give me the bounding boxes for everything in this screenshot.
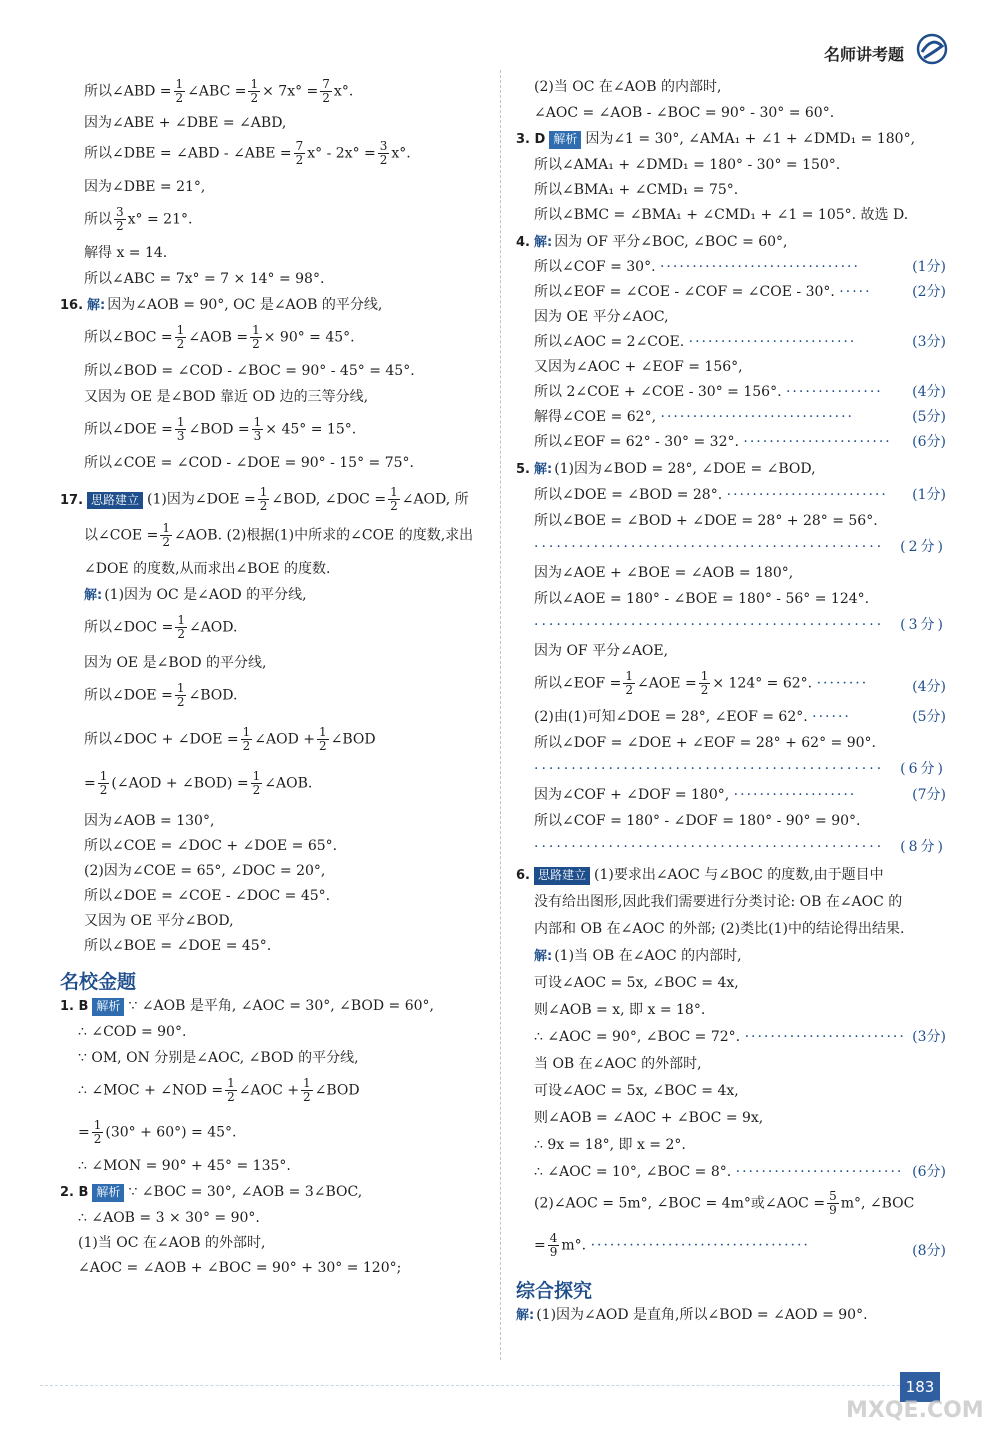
fraction-half: $\frac{1}{2}$ [176, 323, 185, 352]
fraction-half: $\frac{1}{2}$ [302, 1076, 311, 1105]
text-line: 解得 x = 14. [84, 245, 168, 261]
left-column [60, 78, 490, 1284]
text-line: ∠AOC = ∠AOB + ∠BOC = 90° + 30° = 120°; [78, 1260, 402, 1276]
text-line: 内部和 OB 在∠AOC 的外部; (2)类比(1)中的结论得出结果. [534, 921, 905, 937]
score-mark: (5分) [912, 409, 946, 425]
text-line: 所以∠BOD = ∠COD - ∠BOC = 90° - 45° = 45°. [84, 363, 415, 379]
score-mark: (3分) [912, 1029, 946, 1045]
text-line: 所以∠COE = ∠DOC + ∠DOE = 65°. [84, 838, 338, 854]
text-line: 又因为 OE 是∠BOD 靠近 OD 边的三等分线, [84, 389, 369, 405]
text-line: 又因为∠AOC + ∠EOF = 156°, [534, 359, 743, 375]
text-line: 因为∠DBE = 21°, [84, 179, 206, 195]
fraction-half: $\frac{1}{2}$ [259, 485, 268, 514]
text-line: ∴ ∠MON = 90° + 45° = 135°. [78, 1158, 291, 1174]
question-5 [516, 460, 946, 866]
dotted-leader: ··············································· (8分) [534, 839, 946, 855]
question-number: 2. B [60, 1185, 89, 1200]
text-line: 解: (1)因为 OC 是∠AOD 的平分线, [84, 587, 307, 603]
score-mark: (7分) [912, 787, 946, 803]
score-mark: (5分) [912, 709, 946, 725]
section-title: 综合探究 [516, 1280, 593, 1302]
text-line: ∠DOE 的度数,从而求出∠BOE 的度数. [84, 561, 331, 577]
analysis-tag: 解析 [92, 998, 124, 1016]
score-mark: (4分) [912, 679, 946, 695]
text-line: 1. B 解析 ∵ ∠AOB 是平角, ∠AOC = 30°, ∠BOD = 60°, [60, 998, 435, 1014]
text-line: 所以∠DOC = $\frac{1}{2}$ ∠AOD. [84, 613, 238, 642]
text-line: 当 OB 在∠AOC 的外部时, [534, 1056, 702, 1072]
question-2-continued [516, 78, 946, 130]
text-line: 因为∠COF + ∠DOF = 180°, ··················· (7分) [534, 787, 946, 803]
dotted-leader: ··············································· (2分) [534, 539, 946, 555]
text-line: 解得∠COE = 62°, ······························ (5分) [534, 409, 946, 425]
fraction-half: $\frac{1}{2}$ [242, 725, 251, 754]
text-line: 所以∠EOF = ∠COE - ∠COF = ∠COE - 30°. ····· (2分) [534, 284, 946, 300]
text-line: 所以∠DOE = ∠COE - ∠DOC = 45°. [84, 888, 331, 904]
text-line: 因为 OE 是∠BOD 的平分线, [84, 655, 267, 671]
text-line: 所以∠ABD = $\frac{1}{2}$ ∠ABC = $\frac{1}{2}$ × 7x° = $\frac{7}{2}$ x°. [84, 77, 354, 106]
problem-16 [60, 296, 490, 486]
text-line: 解: (1)当 OB 在∠AOC 的内部时, [534, 948, 742, 964]
text-line: 所以∠BOE = ∠BOD + ∠DOE = 28° + 28° = 56°. [534, 513, 878, 529]
score-mark: (3分) [912, 334, 946, 350]
text-line: 所以∠EOF = $\frac{1}{2}$ ∠AOE = $\frac{1}{2}$ × 124° = 62°. ········ (4分) [534, 669, 946, 698]
fraction-four-ninth: $\frac{4}{9}$ [549, 1231, 558, 1260]
column-divider [500, 70, 501, 1360]
problem-number: 16. [60, 298, 84, 313]
fraction-half: $\frac{1}{2}$ [162, 521, 170, 550]
text-line: = $\frac{4}{9}$ m°. ·································· (8分) [534, 1231, 946, 1260]
text-line: (2)由(1)可知∠DOE = 28°, ∠EOF = 62°. ······ (5分) [534, 709, 946, 725]
question-number: 4. [516, 235, 530, 250]
score-mark: (8分) [896, 838, 946, 857]
text-line: 所以∠AOC = 2∠COE. ·························· (3分) [534, 334, 946, 350]
solution-label: 解: [87, 298, 106, 313]
fraction-seven-half: $\frac{7}{2}$ [322, 77, 330, 106]
score-mark: (2分) [896, 538, 946, 557]
fraction-half: $\frac{1}{2}$ [700, 669, 709, 698]
text-line: = $\frac{1}{2}$ (∠AOD + ∠BOD) = $\frac{1}{2}$ ∠AOB. [84, 769, 313, 798]
text-line: (1)当 OC 在∠AOB 的外部时, [78, 1235, 266, 1251]
solution-label: 解: [533, 462, 553, 477]
fraction-half: $\frac{1}{2}$ [176, 681, 185, 710]
right-column [516, 78, 946, 1332]
text-line: 2. B 解析 ∵ ∠BOC = 30°, ∠AOB = 3∠BOC, [60, 1184, 363, 1200]
fraction-third: $\frac{1}{3}$ [253, 415, 262, 444]
fraction-half: $\frac{1}{2}$ [250, 77, 259, 106]
text-line: ∴ ∠COD = 90°. [78, 1024, 187, 1040]
text-line: 因为 OF 平分∠AOE, [534, 643, 669, 659]
question-number: 1. B [60, 999, 89, 1014]
problem-15-continued [60, 78, 490, 296]
text-line: ∴ ∠MOC + ∠NOD = $\frac{1}{2}$ ∠AOC + $\frac{1}{2}$ ∠BOD [78, 1076, 360, 1105]
score-mark: (3分) [896, 616, 946, 635]
score-mark: (6分) [912, 434, 946, 450]
fraction-half: $\frac{1}{2}$ [177, 613, 185, 642]
thinking-tag: 思路建立 [87, 492, 143, 510]
text-line: ∴ ∠AOB = 3 × 30° = 90°. [78, 1210, 260, 1226]
text-line: (2)因为∠COE = 65°, ∠DOC = 20°, [84, 863, 326, 879]
header-title: 名师讲考题 [823, 45, 904, 64]
text-line: 解: (1)因为∠AOD 是直角,所以∠BOD = ∠AOD = 90°. [516, 1307, 868, 1323]
fraction-half: $\frac{1}{2}$ [625, 669, 633, 698]
question-number: 5. [516, 462, 530, 477]
text-line: 所以∠BMA₁ + ∠CMD₁ = 75°. [534, 182, 739, 198]
text-line: 所以∠DOE = ∠BOD = 28°. ························· (1分) [534, 487, 946, 503]
watermark: MXQE.COM [846, 1398, 984, 1423]
text-line: 所以∠BOC = $\frac{1}{2}$ ∠AOB = $\frac{1}{2}$ × 90° = 45°. [84, 323, 355, 352]
text-line: 所以∠AOE = 180° - ∠BOE = 180° - 56° = 124°. [534, 591, 870, 607]
fraction-three-half: $\frac{3}{2}$ [116, 205, 124, 234]
score-mark: (1分) [912, 487, 946, 503]
text-line: 可设∠AOC = 5x, ∠BOC = 4x, [534, 1083, 739, 1099]
text-line: 则∠AOB = x, 即 x = 18°. [534, 1002, 706, 1018]
solution-label: 解: [84, 588, 103, 603]
text-line: 4. 解: 因为 OF 平分∠BOC, ∠BOC = 60°, [516, 234, 788, 250]
fraction-half: $\frac{1}{2}$ [93, 1118, 102, 1147]
question-6 [516, 866, 946, 1276]
question-3 [516, 130, 946, 233]
section-title: 名校金题 [60, 971, 137, 993]
fraction-half: $\frac{1}{2}$ [390, 485, 398, 514]
page-number: 183 [900, 1372, 940, 1402]
dotted-leader: ··············································· (6分) [534, 761, 946, 777]
text-line: 3. D 解析 因为∠1 = 30°, ∠AMA₁ + ∠1 + ∠DMD₁ = 180°, [516, 131, 916, 147]
text-line: 所以∠DOC + ∠DOE = $\frac{1}{2}$ ∠AOD + $\frac{1}{2}$ ∠BOD [84, 725, 376, 754]
text-line: 6. 思路建立 (1)要求出∠AOC 与∠BOC 的度数,由于题目中 [516, 867, 884, 883]
text-line: ∴ 9x = 18°, 即 x = 2°. [534, 1137, 686, 1153]
fraction-seven-half: $\frac{7}{2}$ [295, 139, 304, 168]
problem-17 [60, 486, 490, 967]
fraction-third: $\frac{1}{3}$ [176, 415, 185, 444]
fraction-half: $\frac{1}{2}$ [252, 323, 260, 352]
text-line: 所以 $\frac{3}{2}$ x° = 21°. [84, 205, 193, 234]
solution-label: 解: [516, 1308, 535, 1323]
text-line: 所以∠ABC = 7x° = 7 × 14° = 98°. [84, 271, 325, 287]
text-line: 所以 2∠COE + ∠COE - 30° = 156°. ··············· (4分) [534, 384, 946, 400]
text-line: 因为∠AOB = 130°, [84, 813, 215, 829]
text-line: 所以∠EOF = 62° - 30° = 32°. ······················· (6分) [534, 434, 946, 450]
text-line: ∴ ∠AOC = 90°, ∠BOC = 72°. ························· (3分) [534, 1029, 946, 1045]
fraction-half: $\frac{1}{2}$ [252, 769, 261, 798]
text-line: 则∠AOB = ∠AOC + ∠BOC = 9x, [534, 1110, 764, 1126]
text-line: 所以∠DOE = $\frac{1}{2}$ ∠BOD. [84, 681, 238, 710]
text-line: 又因为 OE 平分∠BOD, [84, 913, 234, 929]
thinking-tag: 思路建立 [534, 867, 590, 885]
text-line: 所以∠COE = ∠COD - ∠DOE = 90° - 15° = 75°. [84, 455, 414, 471]
solution-label: 解: [534, 949, 553, 964]
text-line: (2)当 OC 在∠AOB 的内部时, [534, 79, 722, 95]
score-mark: (2分) [912, 284, 946, 300]
text-line: ∠AOC = ∠AOB - ∠BOC = 90° - 30° = 60°. [534, 105, 835, 121]
score-mark: (6分) [912, 1164, 946, 1180]
question-number: 3. D [516, 132, 546, 147]
text-line: 可设∠AOC = 5x, ∠BOC = 4x, [534, 975, 739, 991]
text-line: 以∠COE = $\frac{1}{2}$ ∠AOB. (2)根据(1)中所求的∠COE 的度数,求出 [84, 521, 474, 550]
text-line: 17. 思路建立 (1)因为∠DOE = $\frac{1}{2}$ ∠BOD, ∠DOC = $\frac{1}{2}$ ∠AOD, 所 [60, 485, 469, 514]
analysis-tag: 解析 [549, 131, 581, 149]
text-line: 所以∠COF = 30°. ······························· (1分) [534, 259, 946, 275]
text-line: 没有给出图形,因此我们需要进行分类讨论: OB 在∠AOC 的 [534, 894, 903, 910]
score-mark: (6分) [896, 760, 946, 779]
fraction-five-ninth: $\frac{5}{9}$ [829, 1189, 837, 1218]
text-line: ∵ OM, ON 分别是∠AOC, ∠BOD 的平分线, [78, 1050, 359, 1066]
problem-number: 17. [60, 492, 84, 508]
solution-label: 解: [533, 235, 553, 250]
text-line: 所以∠COF = 180° - ∠DOF = 180° - 90° = 90°. [534, 813, 861, 829]
score-mark: (8分) [912, 1243, 946, 1259]
score-mark: (4分) [912, 384, 946, 400]
text-line: 因为∠AOE + ∠BOE = ∠AOB = 180°, [534, 565, 794, 581]
score-mark: (1分) [912, 259, 946, 275]
text-line: 因为∠ABE + ∠DBE = ∠ABD, [84, 115, 287, 131]
fraction-half: $\frac{1}{2}$ [99, 769, 108, 798]
text-line: 16. 解: 因为∠AOB = 90°, OC 是∠AOB 的平分线, [60, 297, 383, 313]
text-line: 所以∠DBE = ∠ABD - ∠ABE = $\frac{7}{2}$ x° - 2x° = $\frac{3}{2}$ x°. [84, 139, 411, 168]
question-number: 6. [516, 868, 530, 883]
text-line: (2)∠AOC = 5m°, ∠BOC = 4m°或∠AOC = $\frac{5}{9}$ m°, ∠BOC [534, 1189, 915, 1218]
fraction-half: $\frac{1}{2}$ [175, 77, 184, 106]
text-line: = $\frac{1}{2}$ (30° + 60°) = 45°. [78, 1118, 237, 1147]
text-line: 所以∠AMA₁ + ∠DMD₁ = 180° - 30° = 150°. [534, 157, 841, 173]
fraction-half: $\frac{1}{2}$ [227, 1076, 235, 1105]
fraction-three-half: $\frac{3}{2}$ [379, 139, 388, 168]
text-line: 所以∠DOE = $\frac{1}{3}$ ∠BOD = $\frac{1}{3}$ × 45° = 15°. [84, 415, 357, 444]
fraction-half: $\frac{1}{2}$ [318, 725, 327, 754]
text-line: 5. 解: (1)因为∠BOD = 28°, ∠DOE = ∠BOD, [516, 461, 816, 477]
question-2 [60, 1183, 490, 1284]
text-line: 因为 OE 平分∠AOC, [534, 309, 669, 325]
text-line: ∴ ∠AOC = 10°, ∠BOC = 8°. ·························· (6分) [534, 1164, 946, 1180]
question-4 [516, 233, 946, 460]
text-line: 所以∠DOF = ∠DOE + ∠EOF = 28° + 62° = 90°. [534, 735, 876, 751]
text-line: 所以∠BMC = ∠BMA₁ + ∠CMD₁ + ∠1 = 105°. 故选 D. [534, 207, 909, 223]
question-1 [60, 997, 490, 1183]
book-logo-icon [910, 32, 954, 66]
analysis-tag: 解析 [92, 1184, 124, 1202]
footer-divider [40, 1385, 900, 1386]
dotted-leader: ··············································· (3分) [534, 617, 946, 633]
text-line: 所以∠BOE = ∠DOE = 45°. [84, 938, 272, 954]
